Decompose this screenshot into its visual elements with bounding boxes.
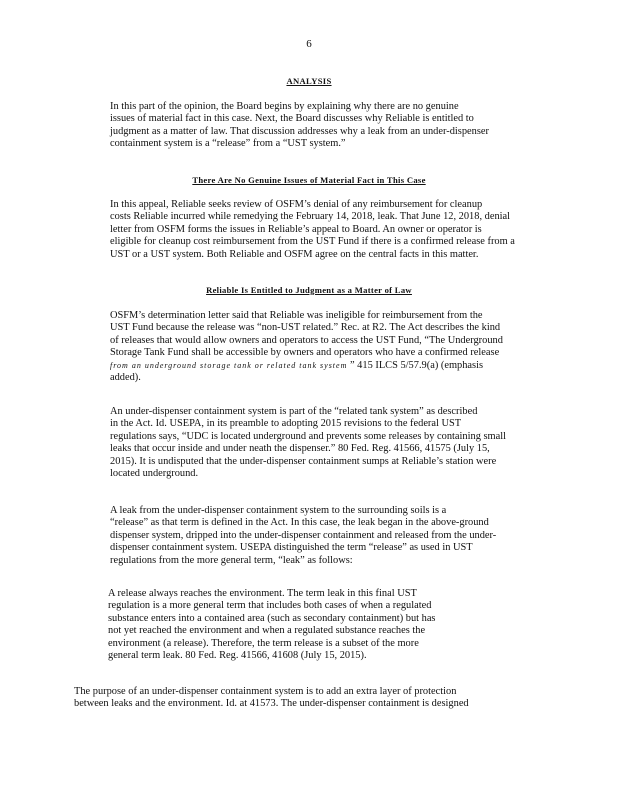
text-line: “release” as that term is defined in the Act. In this case, the leak began in the above-ground <box>110 517 489 529</box>
statute-citation: ” 415 ILCS 5/57.9(a) (emphasis <box>349 359 484 371</box>
text-line: regulations from the more general term, “leak” as follows: <box>110 554 353 566</box>
paragraph-intro <box>74 101 542 151</box>
text-line: In this appeal, Reliable seeks review of OSFM’s denial of any reimbursement for cleanup <box>110 199 483 210</box>
text-line: Storage Tank Fund shall be accessible by owners and operators who have a confirmed release <box>110 347 500 359</box>
paragraph-purpose <box>74 686 542 711</box>
text-line: dispenser system, dripped into the under-dispenser containment and released from the under- <box>110 529 497 541</box>
subheading-no-genuine-issues: There Are No Genuine Issues of Material Fact in This Case <box>192 175 426 185</box>
subheading-entitled-to-judgment: Reliable Is Entitled to Judgment as a Matter of Law <box>206 285 412 295</box>
text-line: substance enters into a contained area (such as secondary containment) but has <box>108 612 436 624</box>
text-line: eligible for cleanup cost reimbursement from the UST Fund if there is a confirmed release from a <box>110 236 515 248</box>
text-line: The purpose of an under-dispenser containment system is to add an extra layer of protection <box>74 686 457 697</box>
text-line: An under-dispenser containment system is part of the “related tank system” as described <box>110 406 478 417</box>
page-number: 6 <box>306 38 312 50</box>
text-line: judgment as a matter of law. That discussion addresses why a leak from an under-dispenser <box>110 125 489 137</box>
section-heading-analysis: ANALYSIS <box>286 76 332 86</box>
text-line <box>74 360 542 372</box>
text-line: in the Act. Id. USEPA, in its preamble to adopting 2015 revisions to the federal UST <box>110 418 462 430</box>
paragraph-udc <box>74 406 542 480</box>
text-line: A leak from the under-dispenser containment system to the surrounding soils is a <box>110 505 447 516</box>
text-line: letter from OSFM forms the issues in Reliable’s appeal to Board. An owner or operator is <box>110 223 482 235</box>
emphasized-statute-text: from an underground storage tank or related tank system <box>110 360 348 370</box>
text-line: leaks that occur inside and under neath the dispenser.” 80 Fed. Reg. 41566, 41575 (July 15, <box>110 443 490 455</box>
text-line: In this part of the opinion, the Board begins by explaining why there are no genuine <box>110 101 459 112</box>
text-line: between leaks and the environment. Id. at 41573. The under-dispenser containment is designed <box>74 698 469 710</box>
text-line: dispenser containment system. USEPA distinguished the term “release” as used in UST <box>110 542 473 554</box>
paragraph-no-issues <box>74 199 542 261</box>
paragraph-leak <box>74 505 542 567</box>
text-line: costs Reliable incurred while remedying the February 14, 2018, leak. That June 12, 2018, denial <box>110 211 511 223</box>
text-line: OSFM’s determination letter said that Reliable was ineligible for reimbursement from the <box>110 310 483 321</box>
text-line: A release always reaches the environment. The term leak in this final UST <box>108 588 417 599</box>
block-quote <box>108 588 476 662</box>
text-line: located underground. <box>110 468 199 480</box>
text-line: 2015). It is undisputed that the under-dispenser containment sumps at Reliable’s station were <box>110 455 497 467</box>
text-line: UST or a UST system. Both Reliable and OSFM agree on the central facts in this matter. <box>110 248 479 260</box>
text-line: UST Fund because the release was “non-UST related.” Rec. at R2. The Act describes the kind <box>110 322 501 334</box>
text-line: environment (a release). Therefore, the term release is a subset of the more <box>108 637 419 649</box>
text-line: regulations says, “UDC is located underground and prevents some releases by containing small <box>110 430 507 442</box>
text-line: not yet reached the environment and when a regulated substance reaches the <box>108 625 426 637</box>
text-line: issues of material fact in this case. Next, the Board discusses why Reliable is entitled to <box>110 113 474 125</box>
text-line: containment system is a “release” from a “UST system.” <box>110 138 346 150</box>
text-line: of releases that would allow owners and operators to access the UST Fund, “The Underground <box>110 334 503 346</box>
paragraph-determination <box>74 310 542 384</box>
text-line: added). <box>110 372 141 384</box>
text-line: regulation is a more general term that includes both cases of when a regulated <box>108 600 432 612</box>
text-line: general term leak. 80 Fed. Reg. 41566, 41608 (July 15, 2015). <box>108 650 367 662</box>
